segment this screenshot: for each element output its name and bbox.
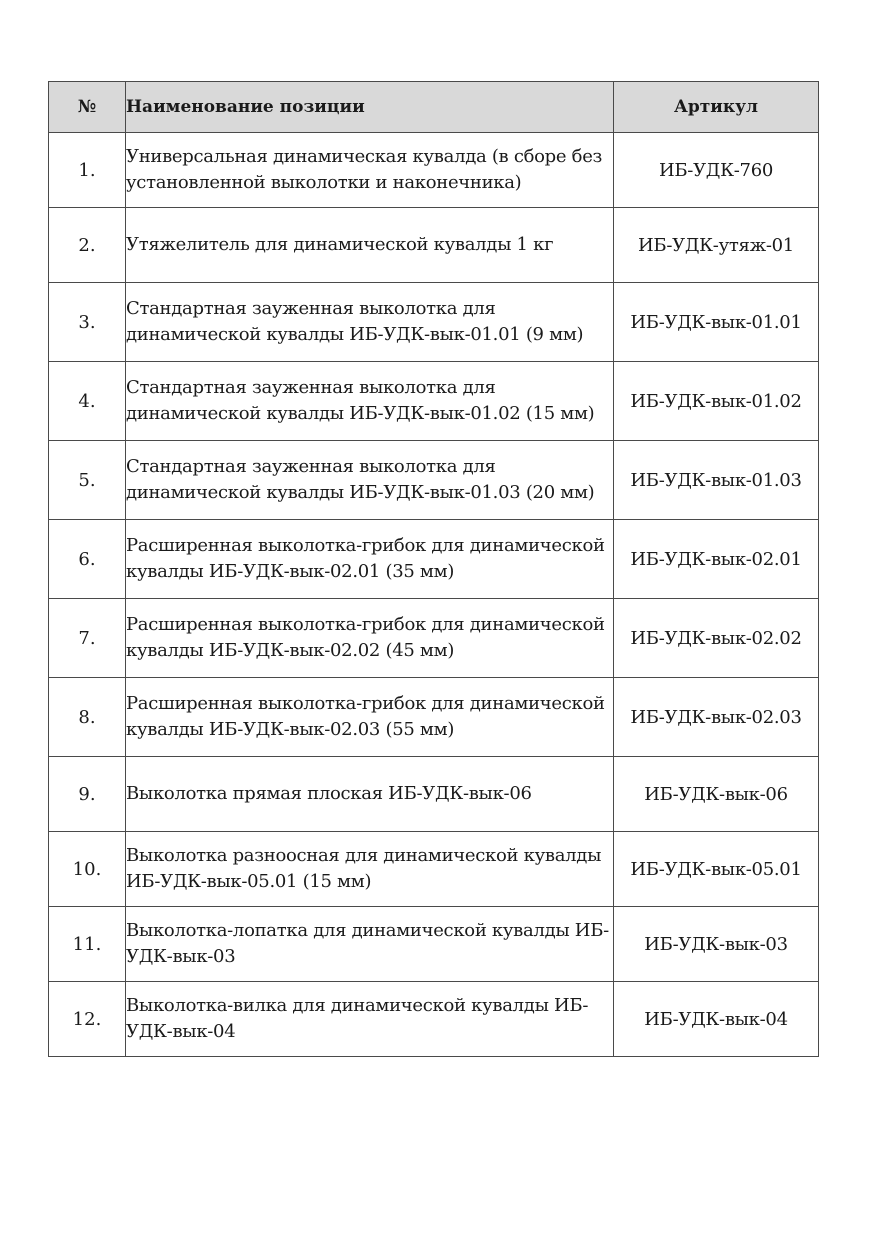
row-article: ИБ-УДК-вык-03 [614,907,819,982]
row-article: ИБ-УДК-вык-06 [614,757,819,832]
row-item-name: Расширенная выколотка-грибок для динамической кувалды ИБ-УДК-вык-02.01 (35 мм) [126,520,614,599]
row-item-name: Выколотка-лопатка для динамической кувалды ИБ-УДК-вык-03 [126,907,614,982]
row-number: 4. [49,362,126,441]
row-item-name: Утяжелитель для динамической кувалды 1 кг [126,208,614,283]
row-number: 12. [49,982,126,1057]
row-number: 2. [49,208,126,283]
table-row [49,520,819,599]
row-article: ИБ-УДК-вык-04 [614,982,819,1057]
row-number: 8. [49,678,126,757]
table-row [49,832,819,907]
row-item-name: Выколотка-вилка для динамической кувалды ИБ-УДК-вык-04 [126,982,614,1057]
row-number: 11. [49,907,126,982]
row-number: 9. [49,757,126,832]
row-item-name: Расширенная выколотка-грибок для динамической кувалды ИБ-УДК-вык-02.02 (45 мм) [126,599,614,678]
header-row [49,82,819,133]
row-item-name: Стандартная зауженная выколотка для динамической кувалды ИБ-УДК-вык-01.02 (15 мм) [126,362,614,441]
row-article: ИБ-УДК-вык-01.01 [614,283,819,362]
row-number: 6. [49,520,126,599]
items-table [48,81,819,1057]
table-row [49,441,819,520]
table-row [49,907,819,982]
row-article: ИБ-УДК-вык-01.02 [614,362,819,441]
row-article: ИБ-УДК-760 [614,133,819,208]
row-article: ИБ-УДК-вык-02.01 [614,520,819,599]
row-item-name: Стандартная зауженная выколотка для динамической кувалды ИБ-УДК-вык-01.01 (9 мм) [126,283,614,362]
row-article: ИБ-УДК-вык-02.02 [614,599,819,678]
header-item-name: Наименование позиции [126,82,614,133]
row-number: 5. [49,441,126,520]
row-article: ИБ-УДК-вык-02.03 [614,678,819,757]
row-item-name: Выколотка прямая плоская ИБ-УДК-вык-06 [126,757,614,832]
table-row [49,362,819,441]
row-item-name: Стандартная зауженная выколотка для динамической кувалды ИБ-УДК-вык-01.03 (20 мм) [126,441,614,520]
table-body [49,133,819,1057]
row-article: ИБ-УДК-вык-01.03 [614,441,819,520]
table-row [49,982,819,1057]
row-item-name: Расширенная выколотка-грибок для динамической кувалды ИБ-УДК-вык-02.03 (55 мм) [126,678,614,757]
row-number: 1. [49,133,126,208]
table-row [49,757,819,832]
row-number: 7. [49,599,126,678]
row-article: ИБ-УДК-вык-05.01 [614,832,819,907]
row-item-name: Универсальная динамическая кувалда (в сборе без установленной выколотки и наконечника) [126,133,614,208]
table-row [49,133,819,208]
row-number: 10. [49,832,126,907]
header-article: Артикул [614,82,819,133]
table-row [49,678,819,757]
header-number: № [49,82,126,133]
table-header [49,82,819,133]
table-row [49,283,819,362]
row-item-name: Выколотка разноосная для динамической кувалды ИБ-УДК-вык-05.01 (15 мм) [126,832,614,907]
table-row [49,599,819,678]
row-number: 3. [49,283,126,362]
row-article: ИБ-УДК-утяж-01 [614,208,819,283]
table-row [49,208,819,283]
